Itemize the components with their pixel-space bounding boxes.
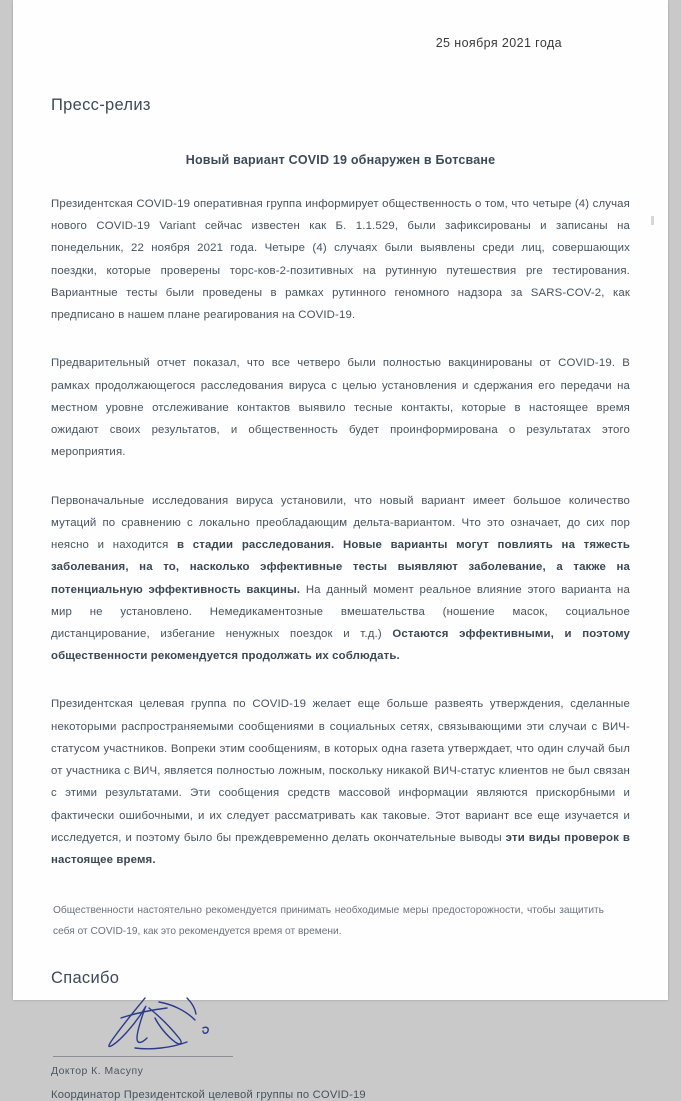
page-title: Новый вариант COVID 19 обнаружен в Ботсване — [185, 153, 496, 167]
document-date: 25 ноября 2021 года — [435, 36, 562, 50]
paragraph-3-bold-2: Остаются эффективными, и поэтому общественности рекомендуется продолжать их соблюдать. — [51, 627, 630, 663]
paragraph-3-part-2: На данный момент реальное влияние этого варианта на мир не установлено. Немедикаментозные вмешательства (ношение масок, социальное дистанцирование, избегание ненужных поездок и т.д.) — [51, 583, 630, 640]
signature-area — [51, 994, 630, 1056]
page-edge-mark — [651, 216, 654, 225]
paragraph-3-bold-1: в стадии расследования. Новые варианты могут повлиять на тяжесть заболевания, на то, насколько эффективные тесты выявляют заболевание, а также на потенциальную эффективность вакцины. — [51, 539, 630, 596]
signature-role: Координатор Президентской целевой группы по COVID-19 — [51, 1089, 366, 1101]
paragraph-1: Президентская COVID-19 оперативная группа информирует общественность о том, что четыре (4) случая нового COVID-19 Variant сейчас известен как Б. 1.1.529, были зафиксированы и записаны на понедельник, 22 ноября 2021 года. Четыре (4) случаях были выявлены среди лиц, совершающих поездки, которые проверены торс-ков-2-позитивных на рутинную путешествия pre тестирования. Вариантные тесты были проведены в рамках рутинного геномного надзора за SARS-COV-2, как предписано в нашем плане реагирования на COVID-19. — [51, 198, 630, 322]
public-advisory-note: Общественности настоятельно рекомендуется принимать необходимые меры предосторожности, чтобы защитить себя от COVID-19, как это рекомендуется время от времени. — [53, 905, 604, 938]
paragraph-4-bold-1: эти виды проверок в настоящее время. — [51, 831, 630, 867]
signature-name: Доктор К. Масупу — [51, 1066, 144, 1078]
signature-rule — [53, 1056, 233, 1057]
thanks-heading: Спасибо — [51, 969, 120, 988]
document-page — [13, 0, 668, 1101]
paragraph-2: Предварительный отчет показал, что все четверо были полностью вакцинированы от COVID-19. В рамках продолжающегося расследования вируса с целью установления и сдержания его передачи на местном уровне отслеживание контактов выявило тесные контакты, которые в настоящее время ожидают своих результатов, и общественность будет проинформирована о результатах этого мероприятия. — [51, 357, 630, 459]
signature-icon — [75, 992, 265, 1056]
paragraph-4-part-1: Президентская целевая группа по COVID-19 желает еще больше развеять утверждения, сделанные некоторыми распространяемыми сообщениями в социальных сетях, связывающими эти случаи с ВИЧ-статусом участников. Вопреки этим сообщениям, в которых одна газета утверждает, что один случай был от участника с ВИЧ, является полностью ложным, поскольку никакой ВИЧ-статус клиентов не был связан с этими результатами. Эти сообщения средств массовой информации являются прискорбными и фактически ошибочными, и их следует рассматривать как таковые. Этот вариант все еще изучается и исследуется, и поэтому было бы преждевременно делать окончательные выводы — [51, 698, 630, 844]
paragraph-4 — [51, 693, 630, 871]
press-release-heading: Пресс-релиз — [51, 96, 151, 114]
paragraph-3-part-1: Первоначальные исследования вируса установили, что новый вариант имеет большое количество мутаций по сравнению с локально преобладающим дельта-вариантом. Что это означает, до сих пор неясно и находится — [51, 494, 630, 552]
paragraph-3 — [51, 490, 630, 668]
